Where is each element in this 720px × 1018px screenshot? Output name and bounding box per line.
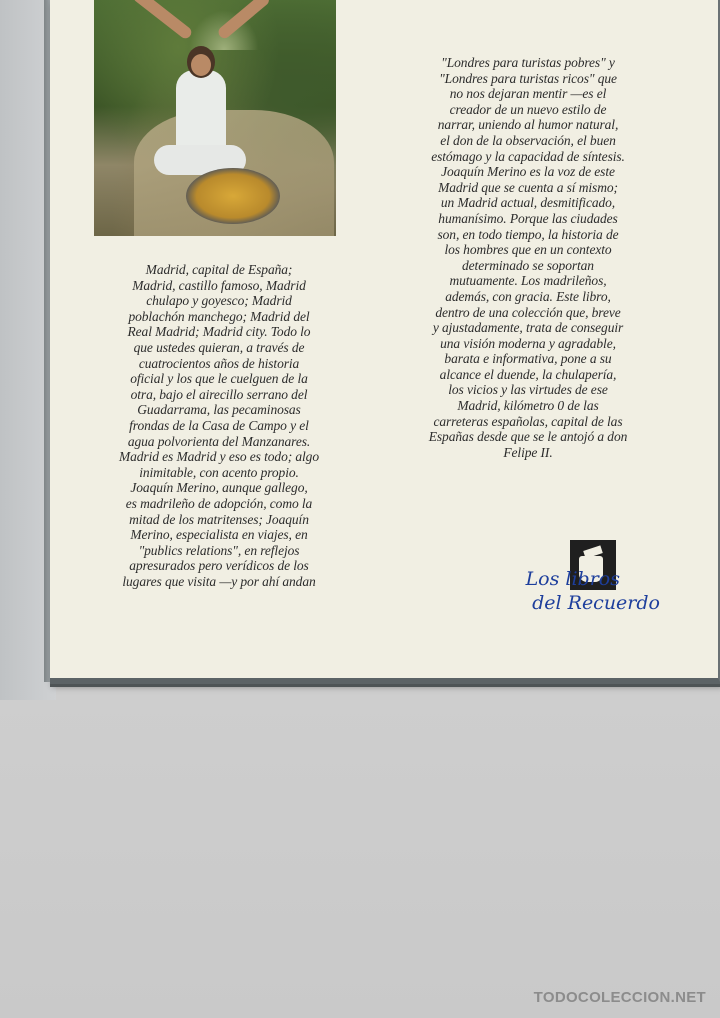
series-logo-line1: Los libros [525,568,620,590]
paella-pan [186,168,280,224]
series-logo-line2: del Recuerdo [532,592,660,614]
person-face [191,54,211,76]
raised-left-arm [131,0,194,41]
blurb-right-text: "Londres para turistas pobres" y "Londres para turistas ricos" que no nos dejaran mentir —es el creador de un nuevo estilo de narrar, uniendo al humor natural, el don de la observación, el buen estómago y la capacidad de síntesis. Joaquín Merino es la voz de este Madrid que se cuenta a sí mismo; un Madrid actual, desmitificado, humanísimo. Porque las ciudades son, en todo tiempo, la historia de los hombres que en un contexto determinado se soportan mutuamente. Los madrileños, además, con gracia. Este libro, dentro de una colección que, breve y ajustadamente, trata de conseguir una visión moderna y agradable, barata e informativa, pone a su alcance el duende, la chulapería, los vicios y las virtudes de ese Madrid, kilómetro 0 de las carreteras españolas, capital de las Españas desde que se le antojó a don Felipe II. [428,55,628,460]
person-body [176,70,226,155]
blurb-left-text: Madrid, capital de España; Madrid, castillo famoso, Madrid chulapo y goyesco; Madrid poblachón manchego; Madrid del Real Madrid; Madrid city. Todo lo que ustedes quieran, a través de cuatrocientos años de historia oficial y los que le cuelguen de la otra, bajo el airecillo serrano del Guadarrama, las pecaminosas frondas de la Casa de Campo y el agua polvorienta del Manzanares. Madrid es Madrid y eso es todo; algo inimitable, con acento propio. Joaquín Merino, aunque gallego, es madrileño de adopción, como la mitad de los matritenses; Joaquín Merino, especialista en viajes, en "publics relations", en reflejos apresurados pero verídicos de los lugares que visita —y por ahí andan [118,262,319,589]
series-logo-text [470,567,690,615]
author-photo [94,0,336,236]
blurb-right-column [380,55,676,460]
blurb-left-column [94,262,344,589]
site-watermark: TODOCOLECCION.NET [533,989,706,1006]
